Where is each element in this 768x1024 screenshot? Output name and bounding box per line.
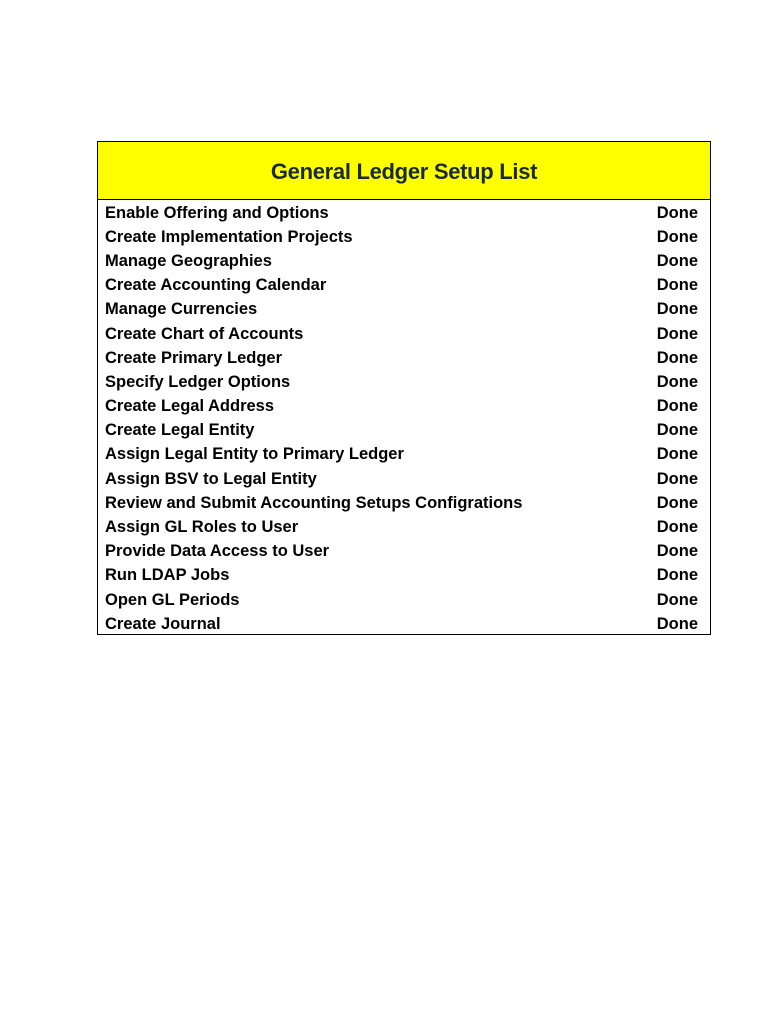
status-label: Done [656,614,698,633]
table-row [98,564,710,588]
status-label: Done [656,372,698,391]
task-label: Create Legal Entity [105,421,255,440]
status-label: Done [656,397,698,416]
task-label: Create Primary Ledger [105,348,282,367]
task-label: Run LDAP Jobs [105,566,230,585]
table-row [98,370,710,394]
table-header [98,142,710,200]
table-row [98,298,710,322]
status-label: Done [656,493,698,512]
table-row [98,346,710,370]
table-row [98,491,710,515]
table-row [98,274,710,298]
table-row [98,225,710,249]
task-label: Open GL Periods [105,590,240,609]
task-label: Create Chart of Accounts [105,324,304,343]
status-label: Done [656,324,698,343]
task-label: Review and Submit Accounting Setups Configrations [105,493,523,512]
task-label: Assign GL Roles to User [105,518,299,537]
setup-list-table [97,141,711,635]
table-row [98,201,710,225]
status-label: Done [656,469,698,488]
table-row [98,588,710,612]
table-row [98,419,710,443]
task-label: Enable Offering and Options [105,203,329,222]
task-label: Manage Geographies [105,251,272,270]
table-title: General Ledger Setup List [270,158,538,184]
task-label: Specify Ledger Options [105,372,291,391]
status-label: Done [656,348,698,367]
task-label: Create Accounting Calendar [105,276,327,295]
status-label: Done [656,590,698,609]
status-label: Done [656,276,698,295]
table-row [98,395,710,419]
status-label: Done [656,445,698,464]
task-label: Assign BSV to Legal Entity [105,469,317,488]
table-row [98,467,710,491]
status-label: Done [656,518,698,537]
task-label: Create Legal Address [105,397,275,416]
task-label: Provide Data Access to User [105,542,330,561]
table-row [98,612,710,636]
table-row [98,515,710,539]
task-label: Assign Legal Entity to Primary Ledger [105,445,404,464]
table-row [98,322,710,346]
status-label: Done [656,542,698,561]
table-row [98,443,710,467]
table-row [98,540,710,564]
table-body [98,200,710,636]
status-label: Done [656,300,698,319]
task-label: Manage Currencies [105,300,258,319]
status-label: Done [656,421,698,440]
task-label: Create Implementation Projects [105,227,353,246]
table-row [98,249,710,273]
status-label: Done [656,227,698,246]
status-label: Done [656,566,698,585]
task-label: Create Journal [105,614,221,633]
status-label: Done [656,203,698,222]
status-label: Done [656,251,698,270]
